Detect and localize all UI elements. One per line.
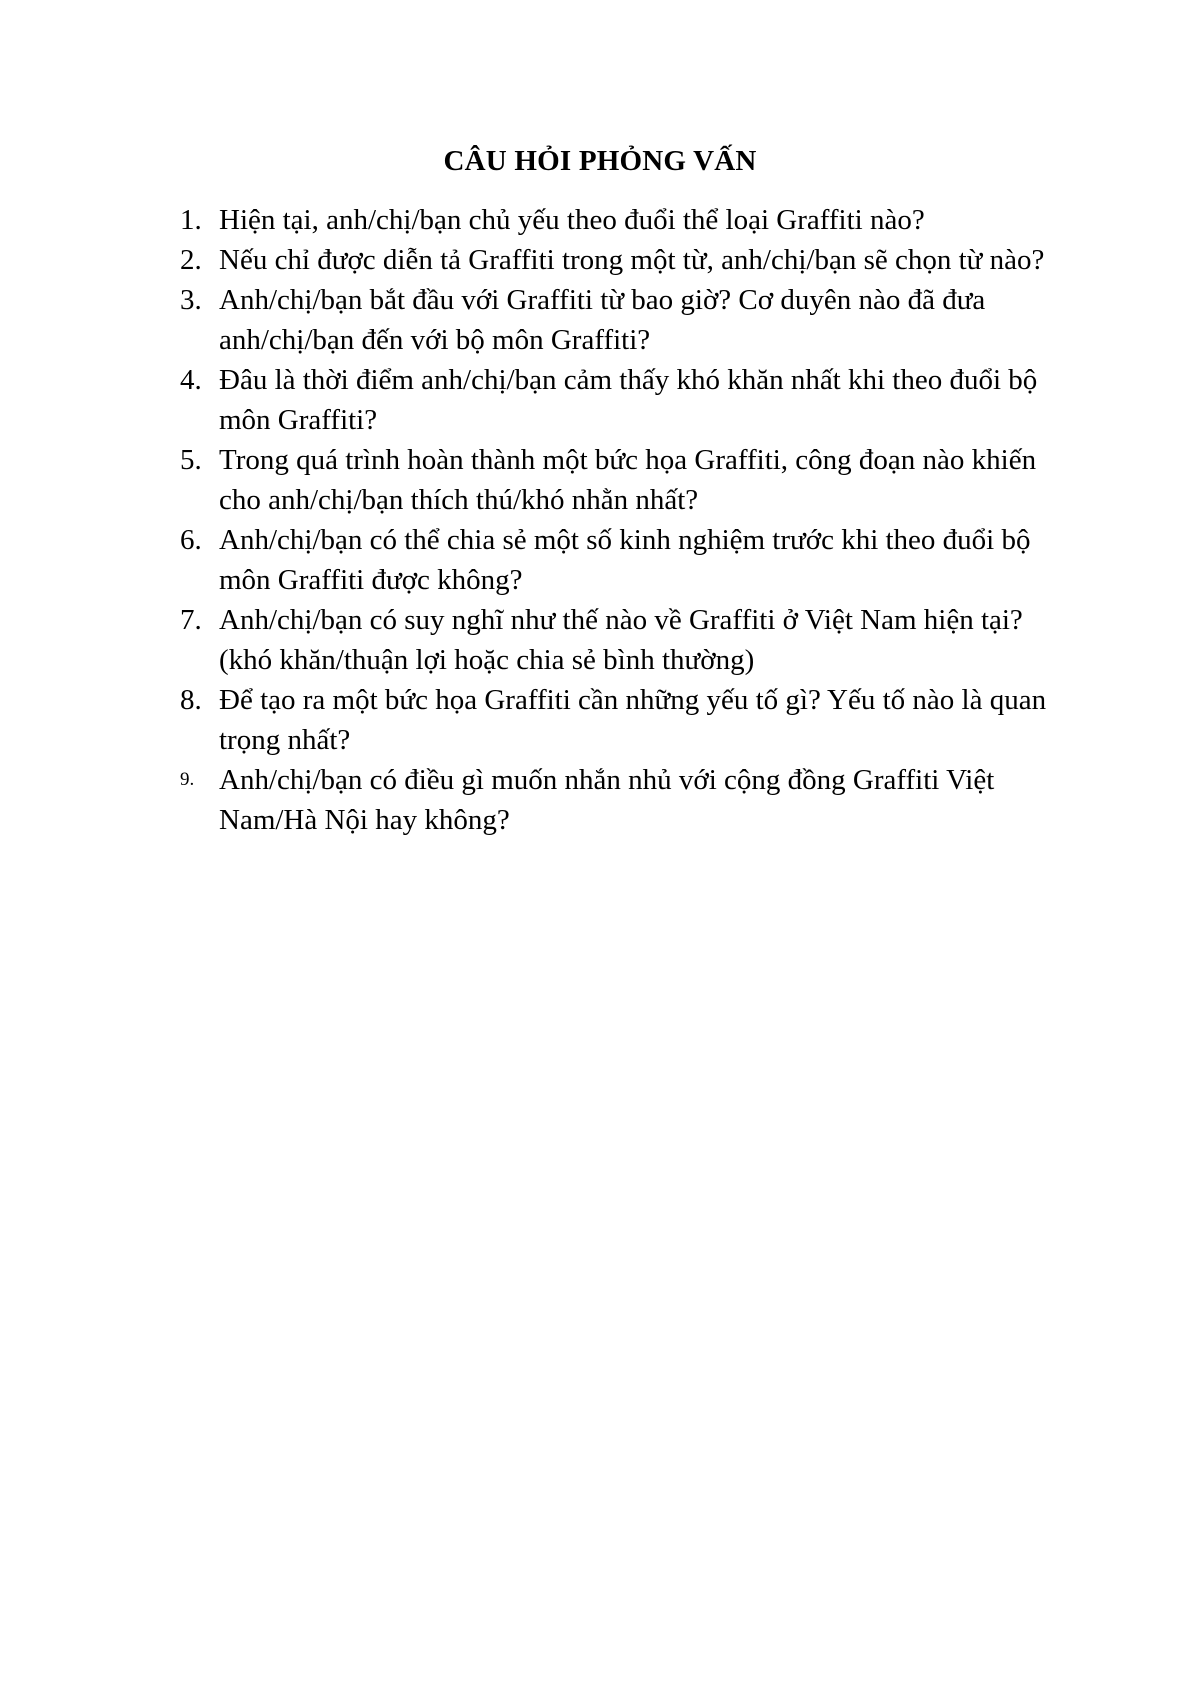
page-title: CÂU HỎI PHỎNG VẤN — [443, 145, 757, 177]
question-item — [180, 600, 1080, 680]
question-number: 9. — [180, 769, 195, 790]
question-number: 5. — [180, 444, 202, 476]
question-item — [180, 200, 1080, 240]
question-number: 7. — [180, 604, 202, 636]
question-number: 2. — [180, 244, 202, 276]
question-text: Đâu là thời điểm anh/chị/bạn cảm thấy khó khăn nhất khi theo đuổi bộ môn Graffiti? — [219, 364, 1038, 436]
question-number: 8. — [180, 684, 202, 716]
question-text: Anh/chị/bạn bắt đầu với Graffiti từ bao giờ? Cơ duyên nào đã đưa anh/chị/bạn đến với bộ môn Graffiti? — [219, 284, 986, 356]
question-text: Hiện tại, anh/chị/bạn chủ yếu theo đuổi thể loại Graffiti nào? — [219, 204, 925, 236]
question-number: 1. — [180, 204, 202, 236]
question-item — [180, 760, 1080, 840]
question-number: 4. — [180, 364, 202, 396]
question-item — [180, 280, 1080, 360]
question-text: Nếu chỉ được diễn tả Graffiti trong một từ, anh/chị/bạn sẽ chọn từ nào? — [219, 244, 1045, 276]
question-text: Anh/chị/bạn có điều gì muốn nhắn nhủ với cộng đồng Graffiti Việt Nam/Hà Nội hay không? — [219, 764, 995, 836]
question-number: 6. — [180, 524, 202, 556]
question-text: Anh/chị/bạn có thể chia sẻ một số kinh nghiệm trước khi theo đuổi bộ môn Graffiti được không? — [219, 524, 1031, 596]
question-number: 3. — [180, 284, 202, 316]
question-item — [180, 240, 1080, 280]
question-text: Để tạo ra một bức họa Graffiti cần những yếu tố gì? Yếu tố nào là quan trọng nhất? — [219, 684, 1047, 756]
question-item — [180, 440, 1080, 520]
question-item — [180, 520, 1080, 600]
question-item — [180, 680, 1080, 760]
question-text: Trong quá trình hoàn thành một bức họa Graffiti, công đoạn nào khiến cho anh/chị/bạn thích thú/khó nhằn nhất? — [219, 444, 1037, 516]
question-list — [180, 200, 1080, 840]
question-text: Anh/chị/bạn có suy nghĩ như thế nào về Graffiti ở Việt Nam hiện tại? (khó khăn/thuận lợi hoặc chia sẻ bình thường) — [219, 604, 1023, 676]
question-item — [180, 360, 1080, 440]
